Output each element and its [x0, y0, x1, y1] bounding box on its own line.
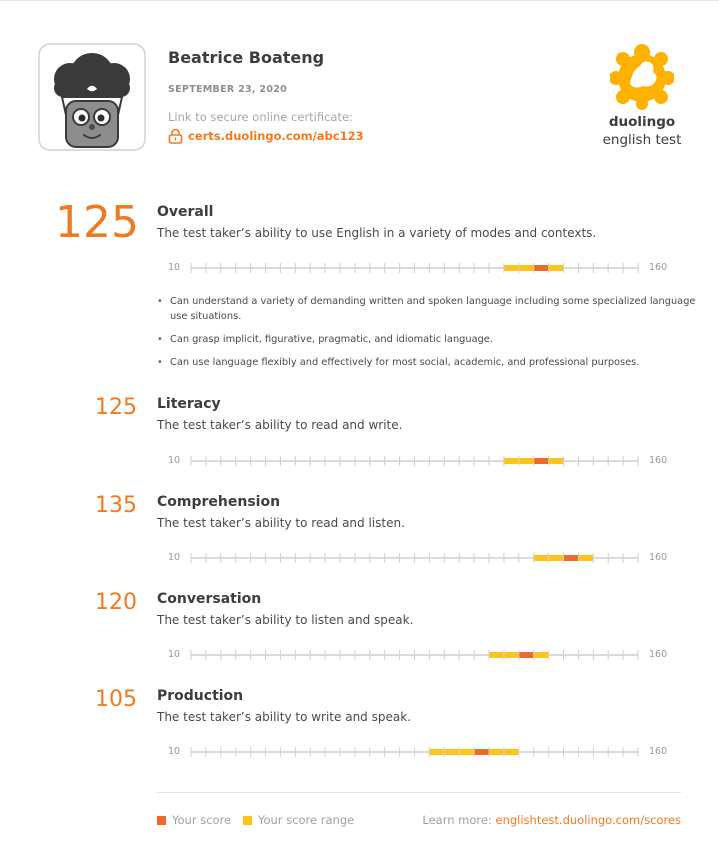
section-title: Literacy	[157, 396, 221, 412]
score-range-segment	[519, 458, 533, 464]
score-range-segment	[549, 458, 563, 464]
scale-min-label: 10	[168, 552, 181, 563]
score-range-segment	[504, 652, 518, 658]
score-range-segment	[534, 652, 548, 658]
list-item: • Can understand a variety of demanding written and spoken language including some specialized language use situations.	[157, 294, 697, 324]
overall-score: 125	[55, 197, 139, 248]
score-range-segment	[430, 749, 444, 755]
test-date: SEPTEMBER 23, 2020	[168, 84, 288, 95]
top-divider	[0, 0, 719, 5]
scale-max-label: 160	[649, 455, 668, 466]
score-scale	[168, 648, 673, 662]
score-marker	[564, 555, 578, 561]
section-description: The test taker’s ability to use English in a variety of modes and contexts.	[157, 226, 597, 240]
legend-score-range	[243, 813, 354, 827]
score-scale-bar	[187, 648, 642, 662]
score-scale-bar	[187, 454, 642, 468]
score-marker	[534, 265, 548, 271]
learn-more-link[interactable]: englishtest.duolingo.com/scores	[495, 813, 681, 827]
duolingo-badge-icon	[610, 44, 674, 110]
score-range-segment	[534, 555, 548, 561]
score-range-segment	[490, 652, 504, 658]
scale-max-label: 160	[649, 262, 668, 273]
score-marker	[519, 652, 533, 658]
scale-min-label: 10	[168, 455, 181, 466]
learn-more	[422, 813, 681, 827]
score-range-segment	[504, 265, 518, 271]
score-range-segment	[549, 265, 563, 271]
score-range-segment	[579, 555, 593, 561]
certificate-link-label: Link to secure online certificate:	[168, 110, 353, 124]
scale-min-label: 10	[168, 649, 181, 660]
section-title: Comprehension	[157, 494, 281, 510]
score-scale-bar	[187, 261, 642, 275]
score-swatch	[157, 816, 166, 825]
section-description: The test taker’s ability to listen and speak.	[157, 613, 414, 627]
section-title: Conversation	[157, 591, 262, 607]
scale-max-label: 160	[649, 552, 668, 563]
logo-subtitle: english test	[602, 132, 682, 148]
certificate-url[interactable]: certs.duolingo.com/abc123	[188, 129, 364, 143]
legend-your-score	[157, 813, 231, 827]
certificate-link[interactable]	[168, 127, 364, 145]
section-description: The test taker’s ability to read and listen.	[157, 516, 405, 530]
production-score: 105	[95, 687, 137, 712]
score-scale	[168, 551, 673, 565]
score-range-segment	[445, 749, 459, 755]
section-title: Overall	[157, 204, 214, 220]
scale-min-label: 10	[168, 746, 181, 757]
score-range-segment	[490, 749, 504, 755]
legend-label: Your score range	[258, 813, 355, 827]
score-range-segment	[519, 265, 533, 271]
literacy-score: 125	[95, 395, 137, 420]
avatar	[38, 43, 146, 151]
legend-label: Your score	[172, 813, 232, 827]
score-marker	[475, 749, 489, 755]
score-range-segment	[504, 749, 518, 755]
score-range-segment	[549, 555, 563, 561]
list-item: • Can grasp implicit, figurative, pragmatic, and idiomatic language.	[157, 332, 697, 347]
logo-wordmark: duolingo	[608, 114, 676, 130]
score-scale-bar	[187, 745, 642, 759]
score-scale	[168, 745, 673, 759]
lock-icon	[168, 128, 183, 144]
section-description: The test taker’s ability to read and write.	[157, 418, 403, 432]
scale-min-label: 10	[168, 262, 181, 273]
score-scale	[168, 454, 673, 468]
scale-max-label: 160	[649, 649, 668, 660]
candidate-name: Beatrice Boateng	[168, 48, 325, 67]
section-description: The test taker’s ability to write and speak.	[157, 710, 411, 724]
duolingo-english-test-logo	[600, 44, 690, 154]
score-marker	[534, 458, 548, 464]
score-scale-bar	[187, 551, 642, 565]
avatar-illustration	[40, 45, 144, 149]
scale-max-label: 160	[649, 746, 668, 757]
conversation-score: 120	[95, 590, 137, 615]
comprehension-score: 135	[95, 493, 137, 518]
score-scale	[168, 261, 673, 275]
learn-more-label: Learn more:	[422, 813, 492, 827]
score-range-segment	[504, 458, 518, 464]
range-swatch	[243, 816, 252, 825]
overall-descriptor-list	[157, 294, 697, 378]
list-item: • Can use language flexibly and effectively for most social, academic, and professional purposes.	[157, 355, 697, 370]
section-title: Production	[157, 688, 244, 704]
score-range-segment	[460, 749, 474, 755]
footer-divider	[157, 792, 681, 793]
